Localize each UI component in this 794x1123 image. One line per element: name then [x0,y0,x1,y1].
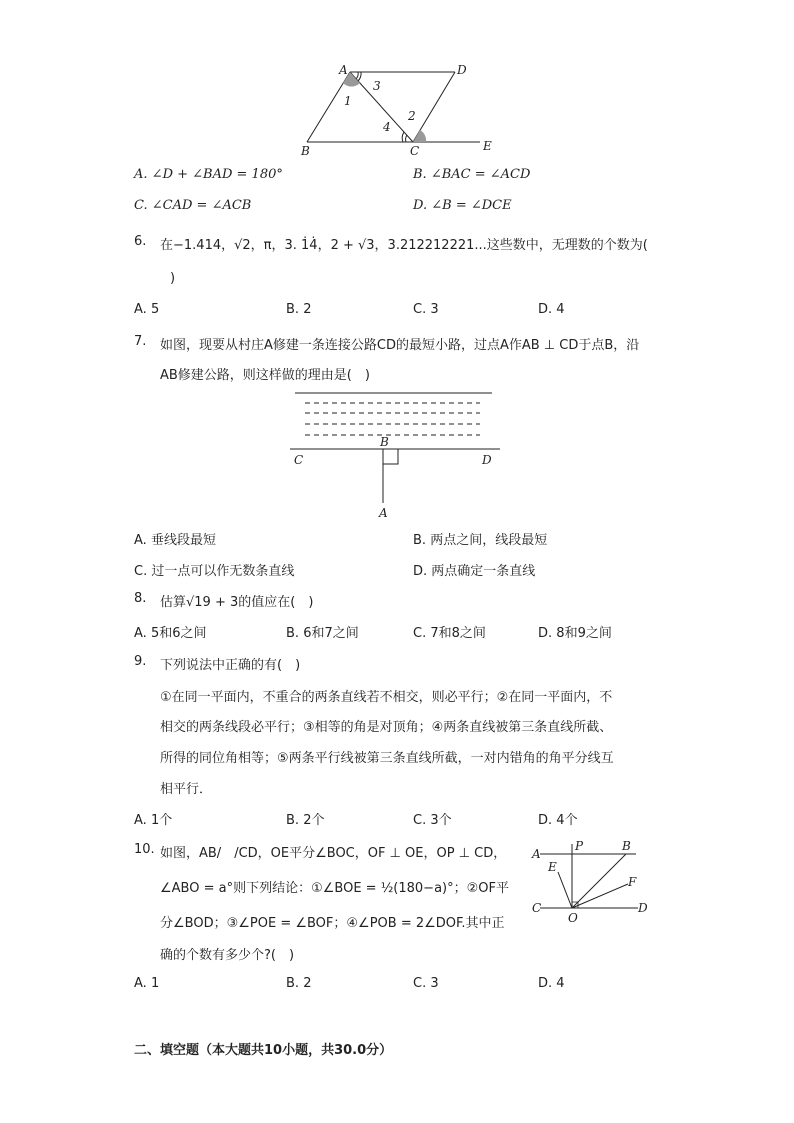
q5-angle-4: 4 [383,120,391,134]
q10-label-f: F [628,875,637,889]
q10-label-p: P [575,839,584,853]
option-text: 5 [150,302,160,317]
q8-number: 8. [134,591,147,606]
q9-line-1: ①在同一平面内，不重合的两条直线若不相交，则必平行；②在同一平面内，不 [160,690,613,705]
q8-stem: 估算√19 + 3的值应在( ) [160,595,314,610]
q9-option-c [413,809,452,828]
option-letter: A. [134,813,147,828]
q10-option-a [134,976,159,991]
q10-option-d [538,976,565,991]
q7-option-d [413,560,535,579]
q10-line-3: 分∠BOD；③∠POE = ∠BOF；④∠POB = 2∠DOF.其中正 [160,916,505,931]
option-text: 垂线段最短 [150,533,216,548]
q7-label-d: D [482,453,492,467]
q10-label-c: C [532,901,542,915]
option-letter: B. [286,626,300,641]
q5-label-c: C [410,144,420,158]
q6-option-b [286,302,311,317]
q10-label-d: D [638,901,648,915]
q8-option-d [538,622,612,641]
q7-number: 7. [134,334,147,349]
option-text: 4 [556,302,565,317]
q10-line-2: ∠ABO = a°则下列结论：①∠BOE = ½(180−a)°；②OF平 [160,881,509,896]
q8-option-a [134,622,206,641]
q5-option-b [413,167,530,182]
option-letter: C. [413,976,427,991]
q6-number: 6. [134,234,147,249]
option-text: 4个 [556,813,578,828]
q7-option-b [413,529,547,548]
option-text: 1 [150,976,160,991]
q6-option-a [134,302,159,317]
option-text: 3个 [430,813,452,828]
section-2-title: 二、填空题（本大题共10小题，共30.0分） [134,1043,393,1058]
q5-label-d: D [457,63,467,77]
q7-label-b: B [380,435,389,449]
option-letter: B. [413,533,427,548]
option-text: 3 [430,302,439,317]
option-text: ∠B = ∠DCE [431,198,512,213]
q9-option-a [134,809,172,828]
q10-angle-figure [528,838,658,926]
option-letter: D. [413,564,428,579]
option-letter: A. [134,533,147,548]
q9-number: 9. [134,654,147,669]
option-letter: B. [286,813,300,828]
option-letter: D. [538,302,553,317]
q9-line-2: 相交的两条线段必平行；③相等的角是对顶角；④两条直线被第三条直线所截、 [160,720,613,735]
q5-angle-3: 3 [373,79,381,93]
q10-label-o: O [568,911,578,925]
option-text: 两点之间，线段最短 [430,533,548,548]
q9-line-4: 相平行． [160,782,213,797]
q7-stem-line2: AB修建公路，则这样做的理由是( ) [160,368,370,383]
q7-option-a [134,529,216,548]
q8-option-c [413,622,486,641]
q5-option-a [134,167,283,182]
option-letter: D. [413,198,428,213]
q7-road-figure [285,385,510,520]
option-text: 1个 [150,813,173,828]
option-letter: C. [134,564,148,579]
q7-label-a: A [379,506,388,520]
option-letter: B. [286,302,300,317]
q6-option-c [413,302,439,317]
option-letter: C. [413,626,427,641]
option-letter: A. [134,167,148,182]
option-letter: B. [286,976,300,991]
q5-angle-2: 2 [408,109,416,123]
q5-label-a: A [339,63,348,77]
option-letter: A. [134,302,147,317]
q7-option-c [134,560,294,579]
option-letter: D. [538,976,553,991]
option-text: ∠D + ∠BAD = 180° [151,167,283,182]
q5-angle-1: 1 [344,94,352,108]
option-text: ∠BAC = ∠ACD [430,167,531,182]
option-letter: D. [538,626,553,641]
q9-option-b [286,809,324,828]
option-text: 2 [303,302,312,317]
option-letter: A. [134,626,147,641]
q10-line-1: 如图，AB/ /CD，OE平分∠BOC，OF ⊥ OE，OP ⊥ CD， [160,846,507,861]
q10-number: 10. [134,842,155,857]
option-text: 5和6之间 [150,626,207,641]
option-text: 2个 [303,813,325,828]
option-text: 7和8之间 [430,626,486,641]
option-text: 两点确定一条直线 [431,564,536,579]
q10-label-a: A [532,847,541,861]
option-text: 过一点可以作无数条直线 [151,564,295,579]
q10-line-4: 确的个数有多少个?( ) [160,948,295,963]
q5-label-b: B [301,144,310,158]
q6-stem-line1: 在−1.414，√2，π，3. 1̇4̇，2 + √3，3.212212221...这些数中，无理数的个数为( [160,238,648,253]
option-letter: C. [413,302,427,317]
option-text: 2 [303,976,312,991]
q9-stem: 下列说法中正确的有( ) [160,658,301,673]
q9-option-d [538,809,578,828]
q5-option-c [134,198,251,213]
option-text: ∠CAD = ∠ACB [151,198,252,213]
q6-option-d [538,302,565,317]
q7-label-c: C [294,453,304,467]
q10-option-c [413,976,439,991]
option-letter: B. [413,167,427,182]
option-letter: C. [134,198,148,213]
q10-label-b: B [622,839,631,853]
q8-option-b [286,622,359,641]
q5-option-d [413,198,512,213]
q5-parallelogram-figure [295,60,505,160]
q6-stem-line2: ) [170,271,176,286]
option-letter: A. [134,976,147,991]
option-text: 6和7之间 [303,626,359,641]
q10-option-b [286,976,311,991]
q7-stem-line1: 如图，现要从村庄A修建一条连接公路CD的最短小路，过点A作AB ⊥ CD于点B，沿 [160,338,640,353]
q5-label-e: E [483,139,492,153]
option-text: 8和9之间 [556,626,612,641]
q9-line-3: 所得的同位角相等；⑤两条平行线被第三条直线所截，一对内错角的角平分线互 [160,751,614,766]
q10-label-e: E [548,860,557,874]
option-letter: C. [413,813,427,828]
option-letter: D. [538,813,553,828]
option-text: 4 [556,976,565,991]
option-text: 3 [430,976,439,991]
